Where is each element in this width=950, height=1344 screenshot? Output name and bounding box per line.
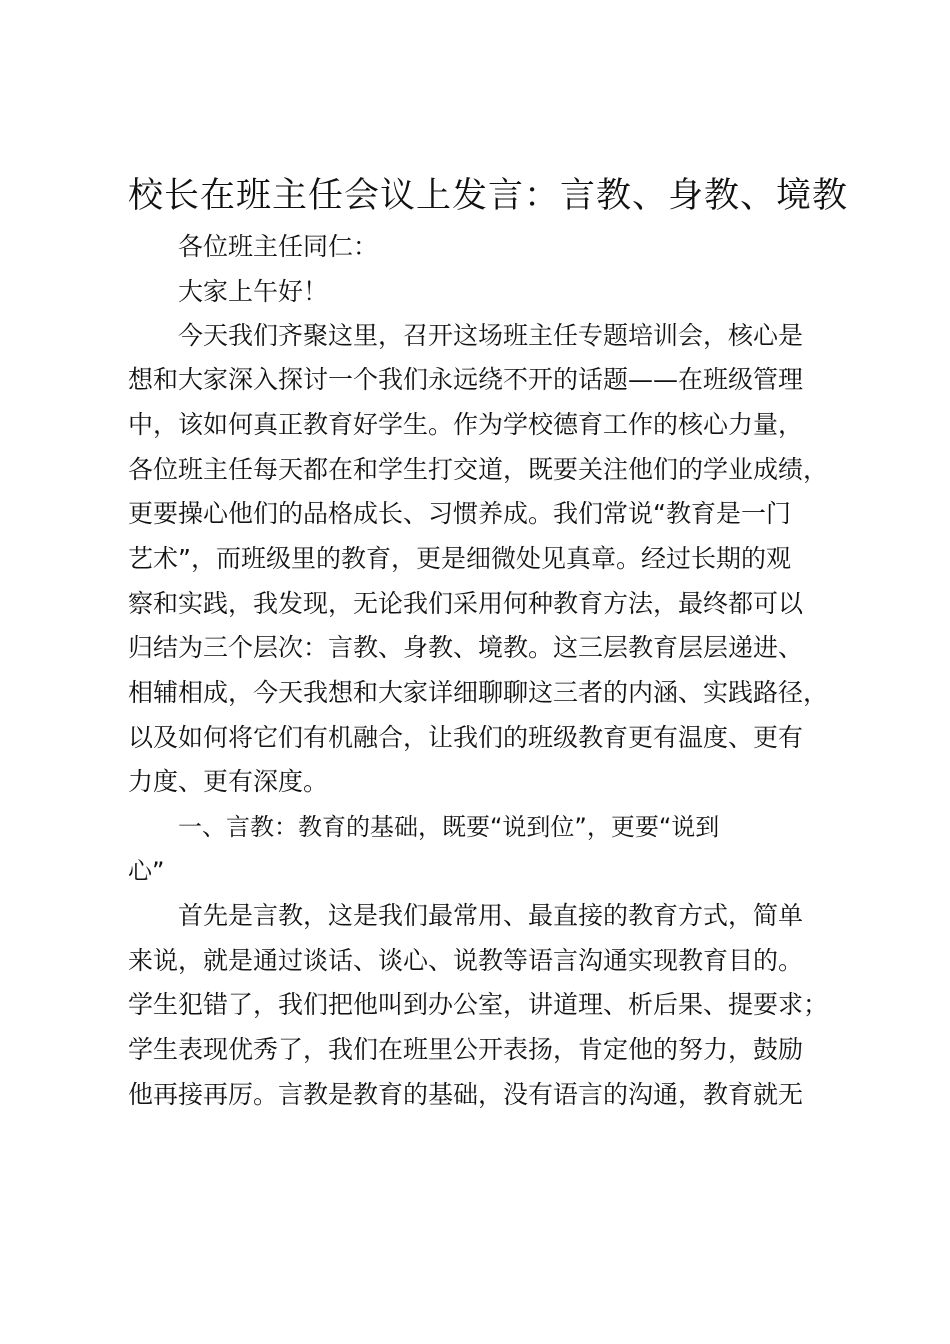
body-line: 艺术”，而班级里的教育，更是细微处见真章。经过长期的观 [128,544,791,573]
document-title: 校长在班主任会议上发言：言教、身教、境教 [128,176,849,216]
body-line: 力度、更有深度。 [128,767,329,796]
body-line: 学生犯错了，我们把他叫到办公室，讲道理、析后果、提要求； [128,990,829,1019]
body-line: 以及如何将它们有机融合，让我们的班级教育更有温度、更有 [128,723,804,752]
greeting: 大家上午好！ [178,277,329,306]
salutation: 各位班主任同仁： [178,232,379,261]
body-line: 想和大家深入探讨一个我们永远绕不开的话题——在班级管理 [128,365,804,394]
body-line: 学生表现优秀了，我们在班里公开表扬，肯定他的努力，鼓励 [128,1035,804,1064]
body-line: 来说，就是通过谈话、谈心、说教等语言沟通实现教育目的。 [128,946,804,975]
body-line: 归结为三个层次：言教、身教、境教。这三层教育层层递进、 [128,633,804,662]
section-heading-continued: 心” [128,857,165,885]
body-line: 相辅相成，今天我想和大家详细聊聊这三者的内涵、实践路径， [128,678,829,707]
body-line: 各位班主任每天都在和学生打交道，既要关注他们的学业成绩， [128,455,829,484]
body-line: 首先是言教，这是我们最常用、最直接的教育方式，简单 [178,901,804,930]
body-line: 中，该如何真正教育好学生。作为学校德育工作的核心力量， [128,410,804,439]
body-line: 他再接再厉。言教是教育的基础，没有语言的沟通，教育就无 [128,1080,804,1109]
body-line: 察和实践，我发现，无论我们采用何种教育方法，最终都可以 [128,589,804,618]
body-line: 更要操心他们的品格成长、习惯养成。我们常说“教育是一门 [128,499,791,528]
body-line: 今天我们齐聚这里，召开这场班主任专题培训会，核心是 [178,321,804,350]
section-heading: 一、言教：教育的基础，既要“说到位”，更要“说到 [178,813,720,841]
